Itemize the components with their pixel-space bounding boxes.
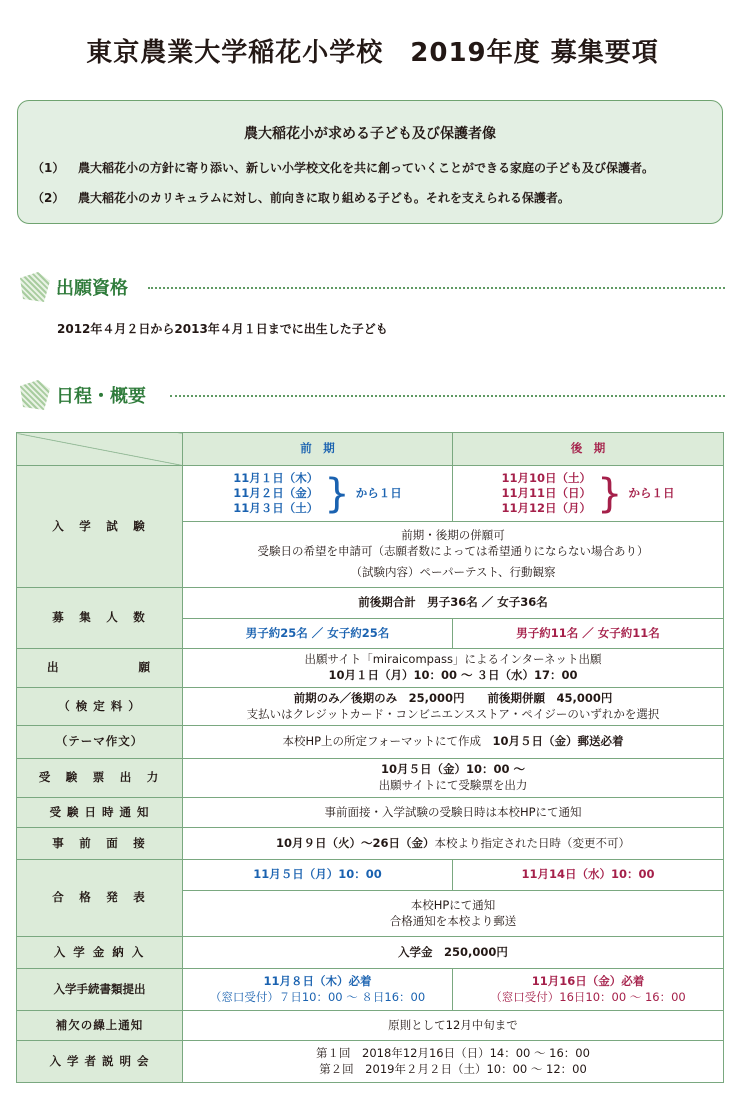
requirement-number: （1） xyxy=(32,161,65,175)
qualification-text: 2012年４月２日から2013年４月１日までに出生した子ども xyxy=(57,322,388,336)
table-row-documents xyxy=(17,969,724,1011)
ticket-text: 出願サイトにて受験票を出力 xyxy=(378,778,528,792)
exam-date: 11月３日（土） xyxy=(233,500,319,515)
exam-date: 11月２日（金） xyxy=(233,486,319,501)
documents-label: 入学手続書類提出 xyxy=(17,969,183,1011)
dotted-divider xyxy=(170,395,725,397)
application-label-cell xyxy=(17,649,183,688)
exam-second-dates-cell xyxy=(453,466,724,522)
capacity-label: 募 集 人 数 xyxy=(17,588,183,649)
result-note: 本校HPにて通知 xyxy=(410,897,496,912)
essay-deadline: 10月５日（金）郵送必着 xyxy=(492,734,624,749)
brace-icon: } xyxy=(324,470,350,517)
result-second: 11月14日（水）10：00 xyxy=(453,860,724,891)
essay-cell xyxy=(183,726,724,759)
exam-note: （試験内容）ペーパーテスト、行動観察 xyxy=(350,565,556,580)
documents-first-deadline: 11月８日（木）必着 xyxy=(263,973,372,988)
section-title: 日程・概要 xyxy=(56,386,146,407)
fee-label: （ 検 定 料 ） xyxy=(17,688,183,726)
table-row-capacity-total xyxy=(17,588,724,619)
exam-note: 前期・後期の併願可 xyxy=(401,528,505,543)
requirement-text: 農大稲花小のカリキュラムに対し、前向きに取り組める子ども。それを支えられる保護者。 xyxy=(78,191,570,205)
documents-first-cell xyxy=(183,969,453,1011)
table-row-result-dates xyxy=(17,860,724,891)
exam-date: 11月12日（月） xyxy=(501,500,592,515)
exam-date: 11月１日（木） xyxy=(233,471,319,486)
interview-period: 10月９日（火）〜26日（金） xyxy=(275,835,435,850)
briefing-cell xyxy=(183,1041,724,1083)
requirement-text: 農大稲花小の方針に寄り添い、新しい小学校文化を共に創っていくことができる家庭の子ども及び保護者。 xyxy=(78,161,655,175)
admission-fee-label: 入 学 金 納 入 xyxy=(17,937,183,969)
table-row-ticket xyxy=(17,759,724,798)
section-title: 出願資格 xyxy=(56,278,128,299)
briefing-label: 入 学 者 説 明 会 xyxy=(17,1041,183,1083)
waitlist-text: 原則として12月中旬まで xyxy=(183,1011,724,1041)
table-header-row xyxy=(17,433,724,466)
table-row-fee xyxy=(17,688,724,726)
result-first: 11月５日（月）10：00 xyxy=(183,860,453,891)
table-row-interview xyxy=(17,828,724,860)
exam-first-dates-cell xyxy=(183,466,453,522)
application-cell xyxy=(183,649,724,688)
table-row-application xyxy=(17,649,724,688)
table-row-briefing xyxy=(17,1041,724,1083)
requirements-box xyxy=(17,100,723,224)
requirements-title: 農大稲花小が求める子ども及び保護者像 xyxy=(244,126,496,142)
capacity-second: 男子約11名 ／ 女子約11名 xyxy=(453,619,724,649)
dotted-divider xyxy=(148,287,725,289)
briefing-line: 第１回 2018年12月16日（日）14：00 〜 16：00 xyxy=(316,1045,590,1060)
brace-icon: } xyxy=(597,470,623,517)
ticket-date: 10月５日（金）10：00 〜 xyxy=(380,762,525,777)
admission-fee-text: 入学金 250,000円 xyxy=(183,937,724,969)
exam-note: 受験日の希望を申請可（志願者数によっては希望通りにならない場合あり） xyxy=(257,543,649,558)
exam-label: 入 学 試 験 xyxy=(17,466,183,588)
notice-text: 事前面接・入学試験の受験日時は本校HPにて通知 xyxy=(183,798,724,828)
requirement-item-2 xyxy=(32,189,570,206)
header-corner-cell xyxy=(17,433,183,466)
briefing-line: 第２回 2019年２月２日（土）10：00 〜 12：00 xyxy=(319,1061,587,1076)
exam-from1: から１日 xyxy=(355,485,402,500)
interview-text: 本校より指定された日時（変更不可） xyxy=(434,835,630,850)
ticket-cell xyxy=(183,759,724,798)
schedule-table xyxy=(16,432,724,1083)
requirement-item-1 xyxy=(32,159,654,176)
exam-notes-cell xyxy=(183,522,724,588)
result-notes-cell xyxy=(183,891,724,937)
fee-payment: 支払いはクレジットカード・コンビニエンスストア・ペイジーのいずれかを選択 xyxy=(246,706,660,721)
exam-from1: から１日 xyxy=(628,485,675,500)
capacity-total: 前後期合計 男子36名 ／ 女子36名 xyxy=(183,588,724,619)
header-first-term: 前 期 xyxy=(183,433,453,466)
ticket-label: 受 験 票 出 力 xyxy=(17,759,183,798)
leaf-mark-icon xyxy=(20,272,50,302)
application-period: 10月１日（月）10：00 〜 ３日（水）17：00 xyxy=(328,668,578,682)
exam-date: 11月10日（土） xyxy=(501,471,592,486)
fee-single: 前期のみ／後期のみ 25,000円 xyxy=(293,690,465,705)
application-label: 願 xyxy=(138,660,152,675)
documents-second-window: （窓口受付）16日10：00 〜 16：00 xyxy=(490,989,686,1004)
result-note: 合格通知を本校より郵送 xyxy=(389,913,517,928)
essay-label: （テーマ作文） xyxy=(17,726,183,759)
table-row-notice xyxy=(17,798,724,828)
section-schedule-heading xyxy=(20,380,725,410)
page-title: 東京農業大学稲花小学校 2019年度 募集要項 xyxy=(86,38,659,68)
table-row-exam-dates xyxy=(17,466,724,522)
fee-cell xyxy=(183,688,724,726)
fee-combined: 前後期併願 45,000円 xyxy=(487,690,613,705)
interview-label: 事 前 面 接 xyxy=(17,828,183,860)
interview-cell xyxy=(183,828,724,860)
documents-second-deadline: 11月16日（金）必着 xyxy=(531,973,645,988)
documents-second-cell xyxy=(453,969,724,1011)
table-row-waitlist xyxy=(17,1011,724,1041)
waitlist-label: 補欠の繰上通知 xyxy=(17,1011,183,1041)
notice-label: 受 験 日 時 通 知 xyxy=(17,798,183,828)
leaf-mark-icon xyxy=(20,380,50,410)
exam-date: 11月11日（日） xyxy=(501,486,592,501)
table-row-admission-fee xyxy=(17,937,724,969)
table-row-essay xyxy=(17,726,724,759)
requirement-number: （2） xyxy=(32,191,65,205)
section-qualification-heading xyxy=(20,272,725,302)
result-label: 合 格 発 表 xyxy=(17,860,183,937)
documents-first-window: （窓口受付）７日10：00 〜 ８日16：00 xyxy=(209,989,426,1004)
header-second-term: 後 期 xyxy=(453,433,724,466)
capacity-first: 男子約25名 ／ 女子約25名 xyxy=(183,619,453,649)
application-line: 出願サイト「miraicompass」によるインターネット出願 xyxy=(304,652,602,667)
essay-text: 本校HP上の所定フォーマットにて作成 xyxy=(282,734,482,749)
application-label: 出 xyxy=(47,660,61,675)
